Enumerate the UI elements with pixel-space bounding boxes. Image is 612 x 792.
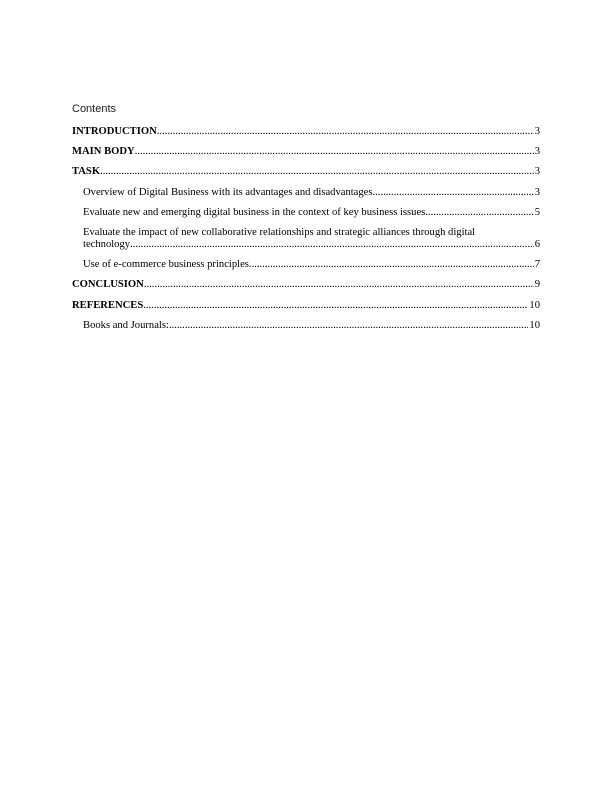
dot-leader	[144, 279, 534, 291]
toc-heading: Contents	[72, 103, 117, 115]
toc-entry-introduction[interactable]	[72, 126, 540, 138]
dot-leader	[252, 259, 534, 271]
dot-leader	[130, 239, 534, 251]
toc-entry-title: Overview of Digital Business with its advantages and disadvantages.	[83, 186, 376, 198]
toc-entry-ecommerce-principles[interactable]	[72, 259, 540, 271]
toc-entry-conclusion[interactable]	[72, 279, 540, 291]
toc-entry-title: Books and Journals:	[83, 319, 169, 331]
table-of-contents	[72, 126, 540, 340]
toc-entry-page: 3	[534, 186, 540, 198]
toc-entry-title: REFERENCES	[72, 299, 144, 311]
toc-entry-title-line-2-row	[83, 239, 540, 251]
toc-entry-page: 3	[534, 166, 540, 178]
toc-entry-title: Evaluate new and emerging digital business in the context of key business issues.	[83, 206, 428, 218]
toc-entry-title-line-2: technology	[83, 238, 131, 250]
dot-leader	[157, 126, 534, 138]
toc-entry-page: 5	[534, 206, 540, 218]
dot-leader	[428, 207, 534, 219]
toc-entry-page: 7	[534, 259, 540, 271]
toc-entry-page: 3	[534, 126, 540, 137]
toc-entry-main-body[interactable]	[72, 146, 540, 158]
toc-entry-page: 3	[534, 146, 540, 158]
toc-entry-page: 6	[534, 238, 540, 250]
toc-entry-overview-digital-business[interactable]	[72, 187, 540, 199]
toc-entry-page: 10	[529, 319, 540, 331]
toc-entry-books-and-journals[interactable]	[72, 320, 540, 332]
toc-entry-title-line-1: Evaluate the impact of new collaborative relationships and strategic alliances through digital	[83, 226, 476, 238]
toc-entry-page: 10	[529, 299, 540, 311]
toc-entry-evaluate-collaborative-relationships[interactable]	[72, 227, 540, 251]
toc-entry-references[interactable]	[72, 300, 540, 312]
toc-entry-title: MAIN BODY	[72, 146, 135, 158]
dot-leader	[135, 146, 534, 158]
toc-entry-title: TASK	[72, 166, 101, 178]
dot-leader	[143, 300, 528, 312]
toc-entry-title: CONCLUSION	[72, 279, 144, 291]
dot-leader	[100, 166, 534, 178]
dot-leader	[169, 320, 528, 332]
toc-entry-page: 9	[534, 279, 540, 291]
toc-entry-task[interactable]	[72, 166, 540, 178]
toc-entry-title: INTRODUCTION	[72, 126, 157, 137]
toc-entry-evaluate-emerging-digital-business[interactable]	[72, 207, 540, 219]
dot-leader	[375, 187, 534, 199]
toc-entry-title: Use of e-commerce business principles.	[83, 259, 252, 271]
